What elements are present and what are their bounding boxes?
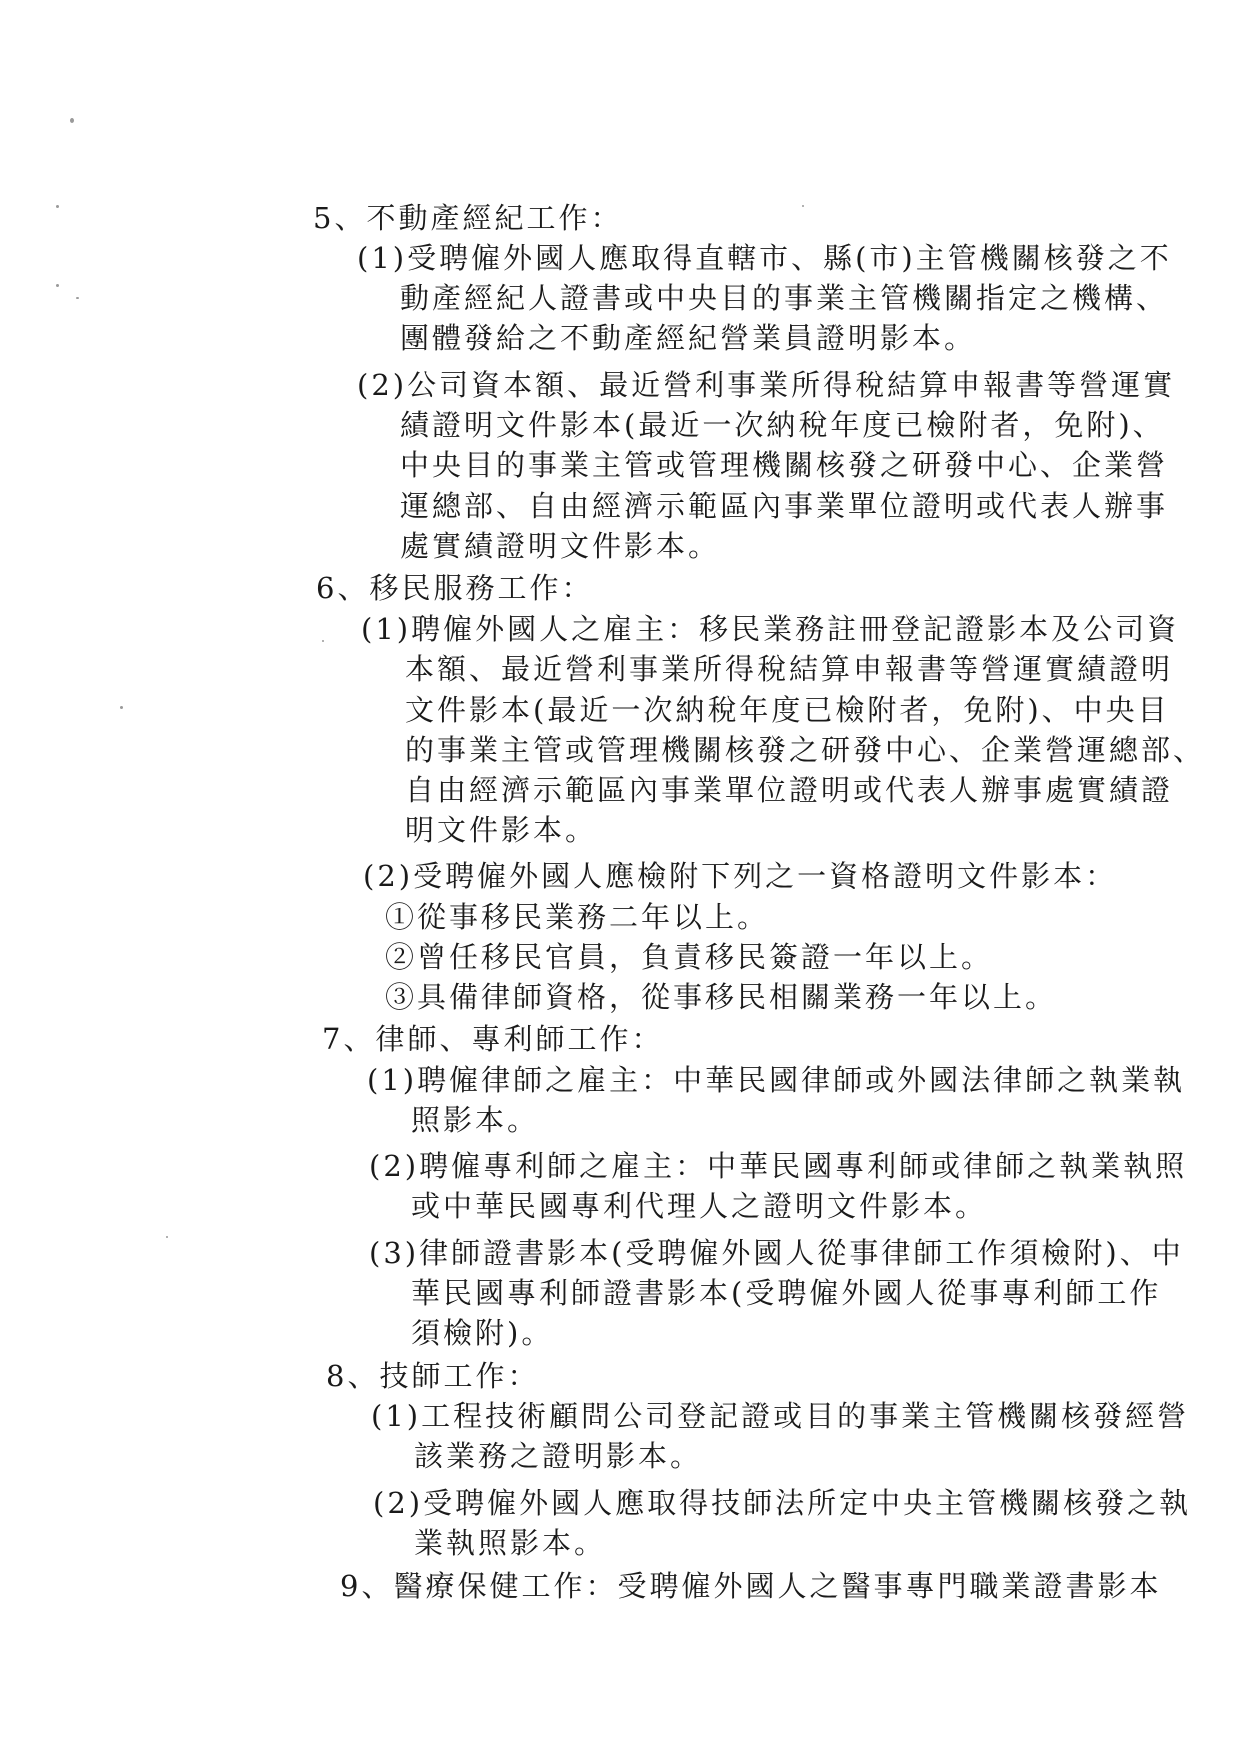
scan-speck — [76, 297, 79, 299]
section-7-item-1-line-1: (1)聘僱律師之雇主：中華民國律師或外國法律師之執業執 — [367, 1063, 1186, 1097]
section-6-item-1-line-2: 本額、最近營利事業所得稅結算申報書等營運實績證明 — [405, 652, 1174, 686]
section-6-item-2-line-4: ③具備律師資格，從事移民相關業務一年以上。 — [385, 980, 1058, 1014]
section-5-item-1-line-1: (1)受聘僱外國人應取得直轄市、縣(市)主管機關核發之不 — [357, 241, 1172, 275]
section-5-item-2-line-2: 績證明文件影本(最近一次納稅年度已檢附者，免附)、 — [400, 408, 1165, 442]
scan-speck — [56, 284, 59, 287]
section-8-heading: 8、技師工作： — [326, 1359, 540, 1393]
section-5-item-1-line-3: 團體發給之不動產經紀營業員證明影本。 — [400, 321, 977, 355]
section-6-item-1-line-6: 明文件影本。 — [405, 813, 598, 847]
section-8-item-2-line-2: 業執照影本。 — [414, 1526, 607, 1560]
section-6-item-1-line-4: 的事業主管或管理機關核發之研發中心、企業營運總部、 — [405, 733, 1206, 767]
section-7-item-3-line-1: (3)律師證書影本(受聘僱外國人從事律師工作須檢附)、中 — [369, 1236, 1184, 1270]
scan-speck — [56, 205, 59, 208]
section-8-item-2-line-1: (2)受聘僱外國人應取得技師法所定中央主管機關核發之執 — [373, 1486, 1192, 1520]
section-6-item-1-line-3: 文件影本(最近一次納稅年度已檢附者，免附)、中央目 — [405, 693, 1170, 727]
scan-speck — [166, 1236, 168, 1238]
section-5-item-1-line-2: 動產經紀人證書或中央目的事業主管機關指定之機構、 — [400, 281, 1169, 315]
section-6-item-2-line-2: ①從事移民業務二年以上。 — [385, 900, 770, 934]
section-7-item-2-line-2: 或中華民國專利代理人之證明文件影本。 — [411, 1189, 988, 1223]
section-8-item-1-line-2: 該業務之證明影本。 — [414, 1439, 703, 1473]
section-6-item-1-line-1: (1)聘僱外國人之雇主：移民業務註冊登記證影本及公司資 — [361, 612, 1180, 646]
section-5-item-2-line-4: 運總部、自由經濟示範區內事業單位證明或代表人辦事 — [400, 489, 1169, 523]
scan-speck — [120, 706, 123, 709]
section-6-item-1-line-5: 自由經濟示範區內事業單位證明或代表人辦事處實績證 — [405, 773, 1174, 807]
section-7-item-2-line-1: (2)聘僱專利師之雇主：中華民國專利師或律師之執業執照 — [369, 1149, 1188, 1183]
section-5-item-2-line-5: 處實績證明文件影本。 — [400, 529, 721, 563]
section-7-item-3-line-2: 華民國專利師證書影本(受聘僱外國人從事專利師工作 — [411, 1276, 1162, 1310]
section-8-item-1-line-1: (1)工程技術顧問公司登記證或目的事業主管機關核發經營 — [371, 1399, 1190, 1433]
section-5-item-2-line-3: 中央目的事業主管或管理機關核發之研發中心、企業營 — [400, 448, 1169, 482]
scan-speck — [802, 205, 804, 207]
section-5-item-2-line-1: (2)公司資本額、最近營利事業所得稅結算申報書等營運實 — [357, 368, 1176, 402]
section-6-item-2-line-3: ②曾任移民官員，負責移民簽證一年以上。 — [385, 940, 994, 974]
section-7-item-3-line-3: 須檢附)。 — [411, 1316, 554, 1350]
section-6-item-2-line-1: (2)受聘僱外國人應檢附下列之一資格證明文件影本： — [363, 859, 1118, 893]
section-5-heading: 5、不動產經紀工作： — [313, 201, 623, 235]
section-6-heading: 6、移民服務工作： — [316, 571, 594, 605]
scan-speck — [70, 118, 74, 123]
scan-speck — [322, 640, 324, 642]
section-7-heading: 7、律師、專利師工作： — [322, 1022, 664, 1056]
section-7-item-1-line-2: 照影本。 — [411, 1103, 540, 1137]
section-9-heading: 9、醫療保健工作：受聘僱外國人之醫事專門職業證書影本 — [340, 1569, 1162, 1603]
